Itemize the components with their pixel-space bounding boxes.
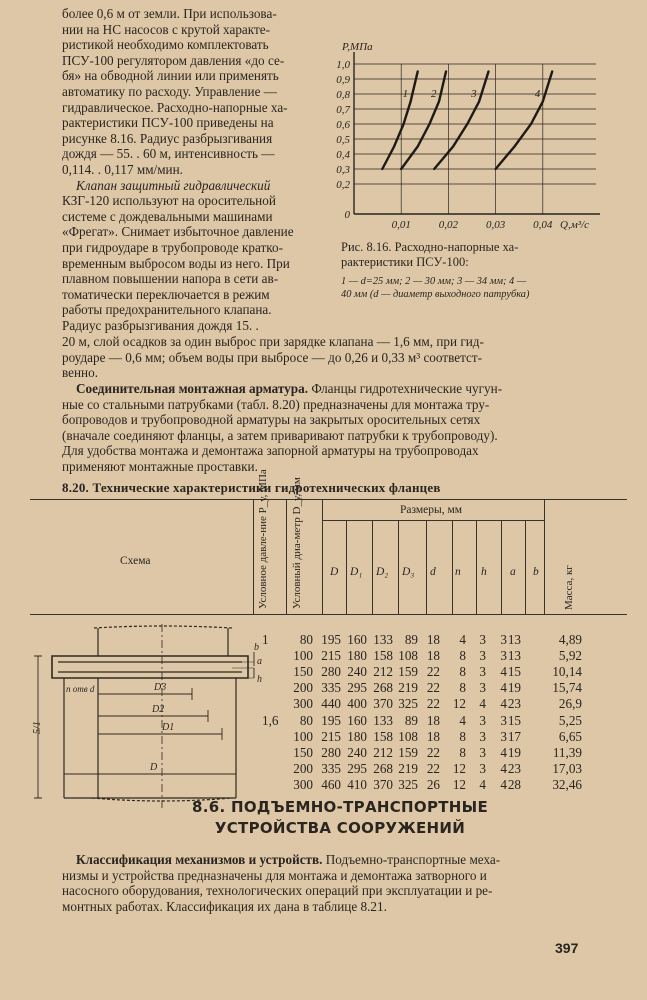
table-cell: 240 — [347, 664, 367, 679]
table-cell: 150 — [293, 664, 313, 679]
paragraph-lead: Соединительная монтажная арматура. — [76, 381, 309, 396]
header-divider — [544, 499, 545, 614]
y-tick-label: 1,0 — [336, 59, 350, 71]
text-line: (вначале соединяют фланцы, а затем приваривают патрубки к трубопроводу). — [62, 427, 498, 443]
table-cell: 8 — [459, 664, 466, 679]
y-tick-label: 0,5 — [336, 134, 350, 146]
legend-line: 1 — d=25 мм; 2 — 30 мм; 3 — 34 мм; 4 — — [341, 276, 527, 287]
table-cell: 335 — [321, 761, 341, 776]
table-cell: 180 — [347, 648, 367, 663]
series-label: 2 — [430, 88, 437, 100]
text-line: временным выбросом воды из него. При — [62, 255, 290, 271]
table-cell: 200 — [293, 761, 313, 776]
table-cell: 440 — [321, 696, 341, 711]
size-column-header: h — [481, 566, 487, 578]
heading-line: 8.6. ПОДЪЕМНО-ТРАНСПОРТНЫЕ — [191, 798, 489, 816]
table-cell: 22 — [426, 680, 440, 695]
table-cell: 4 — [500, 777, 507, 792]
text-line: ПСУ-100 регулятором давления «до се- — [62, 52, 285, 68]
table-cell: 280 — [321, 745, 341, 760]
size-column-header: b — [533, 566, 539, 578]
drawing-label: 5/1 — [32, 721, 43, 734]
text-line: Клапан защитный гидравлический — [76, 177, 271, 193]
table-cell: 8 — [459, 680, 466, 695]
x-tick-label: 0,01 — [391, 219, 411, 231]
table-cell: 3 — [479, 713, 486, 728]
table-cell: 212 — [373, 745, 393, 760]
header-divider — [452, 520, 453, 614]
heading-line: УСТРОЙСТВА СООРУЖЕНИЙ — [214, 819, 466, 837]
table-cell: 195 — [321, 632, 341, 647]
table-cell: 335 — [321, 680, 341, 695]
text-line: 20 м, слой осадков за один выброс при зарядке клапана — 1,6 мм, при гид- — [62, 334, 484, 349]
table-cell: 8 — [459, 745, 466, 760]
table-cell: 18 — [426, 713, 440, 728]
header-divider — [398, 520, 399, 614]
size-column-header: D₃ — [402, 566, 415, 578]
table-cell: 215 — [321, 729, 341, 744]
table-cell: 219 — [398, 680, 418, 695]
table-cell: 325 — [398, 777, 418, 792]
table-cell: 180 — [347, 729, 367, 744]
paragraph-lead: Классификация механизмов и устройств. — [76, 852, 323, 867]
text-line: работы предохранительного клапана. — [62, 302, 272, 318]
table-cell: 4 — [479, 696, 486, 711]
text-line: томатически переключается в режим — [62, 286, 270, 302]
table-cell: 15 — [507, 713, 521, 728]
y-tick-label: 0,3 — [336, 164, 350, 176]
paragraph-flanges — [62, 381, 622, 475]
text-line: применяют монтажные проставки. — [62, 458, 258, 474]
table-cell: 3 — [500, 632, 507, 647]
table-cell: 295 — [347, 761, 367, 776]
text-line: бопроводов и трубопроводной арматуры на закрытых оросительных сетях — [62, 412, 481, 428]
header-divider — [346, 520, 347, 614]
table-cell: 28 — [507, 777, 521, 792]
table-cell: 158 — [373, 729, 393, 744]
series-line-2 — [401, 72, 446, 170]
table-cell: 108 — [398, 729, 418, 744]
text-line: рактеристики ПСУ-100 приведены на — [62, 115, 274, 131]
table-rule-top — [30, 499, 627, 500]
drawing-label: b — [254, 642, 259, 653]
table-cell: 19 — [507, 745, 521, 760]
y-tick-label: 0,9 — [336, 74, 350, 86]
drawing-label: D — [150, 762, 158, 773]
table-rule-bottom — [30, 614, 627, 615]
text-line: венно. — [62, 365, 99, 381]
y-tick-label: 0,2 — [336, 179, 350, 191]
header-divider — [426, 520, 427, 614]
text-line: более 0,6 м от земли. При использова- — [62, 6, 277, 21]
header-sizes: Размеры, мм — [400, 504, 463, 516]
table-cell: 212 — [373, 664, 393, 679]
table-cell: 325 — [398, 696, 418, 711]
table-cell: 150 — [293, 745, 313, 760]
table-cell: 3 — [479, 632, 486, 647]
size-column-header: D — [330, 566, 339, 578]
table-cell: 133 — [373, 713, 393, 728]
x-tick-label: 0,04 — [533, 219, 553, 231]
header-divider — [476, 520, 477, 614]
table-cell: 15,74 — [552, 680, 582, 695]
series-label: 3 — [471, 88, 477, 100]
table-cell: 13 — [507, 648, 521, 663]
table-cell: 3 — [479, 761, 486, 776]
text-line: автоматику по расходу. Управление — — [62, 83, 277, 99]
drawing-label: a — [257, 656, 262, 667]
drawing-label: h — [257, 674, 262, 685]
table-cell: 268 — [373, 680, 393, 695]
x-tick-label: 0,03 — [485, 219, 506, 231]
table-cell: 4 — [500, 680, 507, 695]
text-line: Радиус разбрызгивания дождя 15. . — [62, 317, 259, 333]
table-cell: 4 — [479, 777, 486, 792]
flange-drawing — [32, 622, 262, 812]
size-column-header: n — [455, 566, 461, 578]
table-cell: 23 — [507, 696, 521, 711]
table-cell: 6,65 — [558, 729, 582, 744]
drawing-label: D1 — [162, 722, 175, 733]
text-line: гидравлическое. Расходно-напорные ха- — [62, 99, 288, 115]
size-column-header: D₁ — [350, 566, 363, 578]
text-line: рисунке 8.16. Радиус разбрызгивания — [62, 130, 273, 146]
table-cell: 89 — [404, 713, 418, 728]
table-cell: 26 — [426, 777, 440, 792]
table-cell: 18 — [426, 729, 440, 744]
table-cell: 23 — [507, 761, 521, 776]
pressure-group-1: 1 — [262, 632, 269, 647]
figure-caption — [341, 240, 621, 270]
series-label: 1 — [402, 88, 409, 100]
section-paragraph — [62, 852, 622, 914]
table-cell: 108 — [398, 648, 418, 663]
table-cell: 12 — [452, 696, 466, 711]
text-line: системе с дождевальными машинами — [62, 208, 273, 224]
table-cell: 5,25 — [558, 713, 582, 728]
table-cell: 8 — [459, 729, 466, 744]
table-cell: 22 — [426, 696, 440, 711]
text-line: роударе — 0,6 мм; объем воды при выбросе — до 0,26 и 0,33 м³ соответст- — [62, 349, 483, 365]
y-tick-label: 0,7 — [336, 104, 350, 116]
table-cell: 400 — [347, 696, 367, 711]
text-line: дождя — 55. . 60 м, интенсивность — — [62, 146, 275, 162]
y-tick-label: 0 — [344, 209, 350, 221]
table-cell: 3 — [479, 648, 486, 663]
header-divider — [525, 520, 526, 614]
text-line: при гидроударе в трубопроводе кратко- — [62, 239, 283, 255]
y-axis-label: P,МПа — [342, 41, 373, 53]
y-tick-label: 0,6 — [336, 119, 350, 131]
text-line — [62, 381, 622, 397]
table-cell: 3 — [479, 729, 486, 744]
table-cell: 13 — [507, 632, 521, 647]
table-cell: 10,14 — [552, 664, 582, 679]
drawing-label: D2 — [152, 704, 165, 715]
text-line: плавном повышении напора в сети ав- — [62, 271, 279, 287]
table-cell: 26,9 — [558, 696, 582, 711]
table-cell: 280 — [321, 664, 341, 679]
table-cell: 159 — [398, 745, 418, 760]
text-line — [62, 852, 622, 868]
table-cell: 195 — [321, 713, 341, 728]
header-mass: Масса, кг — [563, 565, 575, 610]
section-heading — [150, 798, 530, 837]
figure-legend — [341, 275, 621, 301]
text-line: низмы и устройства предназначены для монтажа и демонтажа затворного и — [62, 867, 487, 883]
left-column-text — [62, 6, 320, 333]
table-cell: 160 — [347, 632, 367, 647]
table-cell: 159 — [398, 664, 418, 679]
table-cell: 8 — [459, 648, 466, 663]
text-line: нии на НС насосов с крутой характе- — [62, 21, 271, 37]
series-label: 4 — [534, 88, 541, 100]
text-line: ристикой необходимо комплектовать — [62, 37, 269, 53]
table-cell: 4 — [459, 713, 466, 728]
table-cell: 158 — [373, 648, 393, 663]
table-cell: 160 — [347, 713, 367, 728]
size-column-header: D₂ — [376, 566, 389, 578]
y-tick-label: 0,4 — [336, 149, 350, 161]
table-cell: 12 — [452, 777, 466, 792]
table-cell: 4 — [459, 632, 466, 647]
legend-line: 40 мм (d — диаметр выходного патрубка) — [341, 289, 530, 300]
header-divider — [372, 520, 373, 614]
table-cell: 3 — [479, 664, 486, 679]
table-cell: 200 — [293, 680, 313, 695]
table-cell: 22 — [426, 745, 440, 760]
text-span: Подъемно-транспортные меха- — [322, 852, 501, 867]
table-cell: 19 — [507, 680, 521, 695]
header-schema: Схема — [120, 555, 151, 567]
text-line: КЗГ-120 используют на оросительной — [62, 193, 276, 209]
table-cell: 18 — [426, 632, 440, 647]
table-cell: 3 — [500, 713, 507, 728]
table-cell: 17 — [507, 729, 521, 744]
table-cell: 4,89 — [558, 632, 582, 647]
table-cell: 370 — [373, 696, 393, 711]
header-divider — [253, 499, 254, 614]
table-cell: 100 — [293, 648, 313, 663]
series-line-4 — [496, 72, 553, 170]
table-cell: 370 — [373, 777, 393, 792]
table-cell: 89 — [404, 632, 418, 647]
caption-line: Рис. 8.16. Расходно-напорные ха- — [341, 240, 519, 254]
size-column-header: a — [510, 566, 516, 578]
x-axis-label: Q,м³/с — [560, 219, 589, 231]
header-divider — [322, 499, 323, 614]
text-line: «Фрегат». Снимает избыточное давление — [62, 224, 294, 240]
table-cell: 4 — [500, 664, 507, 679]
table-cell: 3 — [479, 680, 486, 695]
table-title: 8.20. Технические характеристики гидротехнических фланцев — [62, 480, 441, 495]
drawing-label: n отв d — [66, 684, 95, 694]
table-cell: 460 — [321, 777, 341, 792]
text-line: монтных работах. Классификация их дана в таблице 8.21. — [62, 898, 387, 914]
table-cell: 100 — [293, 729, 313, 744]
table-cell: 4 — [500, 745, 507, 760]
table-cell: 300 — [293, 777, 313, 792]
table-cell: 268 — [373, 761, 393, 776]
table-cell: 5,92 — [558, 648, 582, 663]
table-cell: 18 — [426, 648, 440, 663]
table-cell: 219 — [398, 761, 418, 776]
table-cell: 133 — [373, 632, 393, 647]
x-tick-label: 0,02 — [438, 219, 459, 231]
table-cell: 22 — [426, 664, 440, 679]
table-cell: 4 — [500, 696, 507, 711]
text-line: 0,114. . 0,117 мм/мин. — [62, 161, 183, 177]
table-cell: 3 — [500, 729, 507, 744]
table-cell: 80 — [299, 713, 313, 728]
text-line: бя» на обводной линии или применять — [62, 68, 279, 84]
table-cell: 3 — [500, 648, 507, 663]
header-subrule — [322, 520, 544, 521]
text-line: Для удобства монтажа и демонтажа запорной арматуры на трубопроводах — [62, 443, 479, 459]
text-line: насосного оборудования, технологических операций при эксплуатации и ре- — [62, 883, 493, 899]
drawing-label: D3 — [154, 682, 167, 693]
table-cell: 11,39 — [552, 745, 582, 760]
table-cell: 32,46 — [552, 777, 582, 792]
table-cell: 17,03 — [552, 761, 582, 776]
table-cell: 4 — [500, 761, 507, 776]
size-column-header: d — [430, 566, 436, 578]
y-tick-label: 0,8 — [336, 89, 350, 101]
table-cell: 240 — [347, 745, 367, 760]
text-span: Фланцы гидротехнические чугун- — [308, 381, 503, 396]
header-pressure: Условное давле-ние P_у, МПа — [257, 469, 269, 609]
table-cell: 80 — [299, 632, 313, 647]
pressure-group-2: 1,6 — [262, 713, 279, 728]
table-cell: 410 — [347, 777, 367, 792]
caption-line: рактеристики ПСУ-100: — [341, 255, 469, 269]
pressure-flow-chart — [328, 28, 628, 238]
table-cell: 12 — [452, 761, 466, 776]
table-cell: 3 — [479, 745, 486, 760]
table-cell: 300 — [293, 696, 313, 711]
table-cell: 295 — [347, 680, 367, 695]
header-divider — [501, 520, 502, 614]
page-number: 397 — [555, 940, 579, 956]
figure-8-16 — [328, 28, 628, 238]
flange-schematic — [32, 622, 262, 812]
table-cell: 22 — [426, 761, 440, 776]
table-cell: 15 — [507, 664, 521, 679]
text-line: ные со стальными патрубками (табл. 8.20) предназначены для монтажа тру- — [62, 396, 490, 412]
header-divider — [286, 499, 287, 614]
table-cell: 215 — [321, 648, 341, 663]
full-paragraph-1 — [62, 334, 622, 381]
header-diameter: Условный диа-метр D_у, мм — [291, 477, 303, 609]
